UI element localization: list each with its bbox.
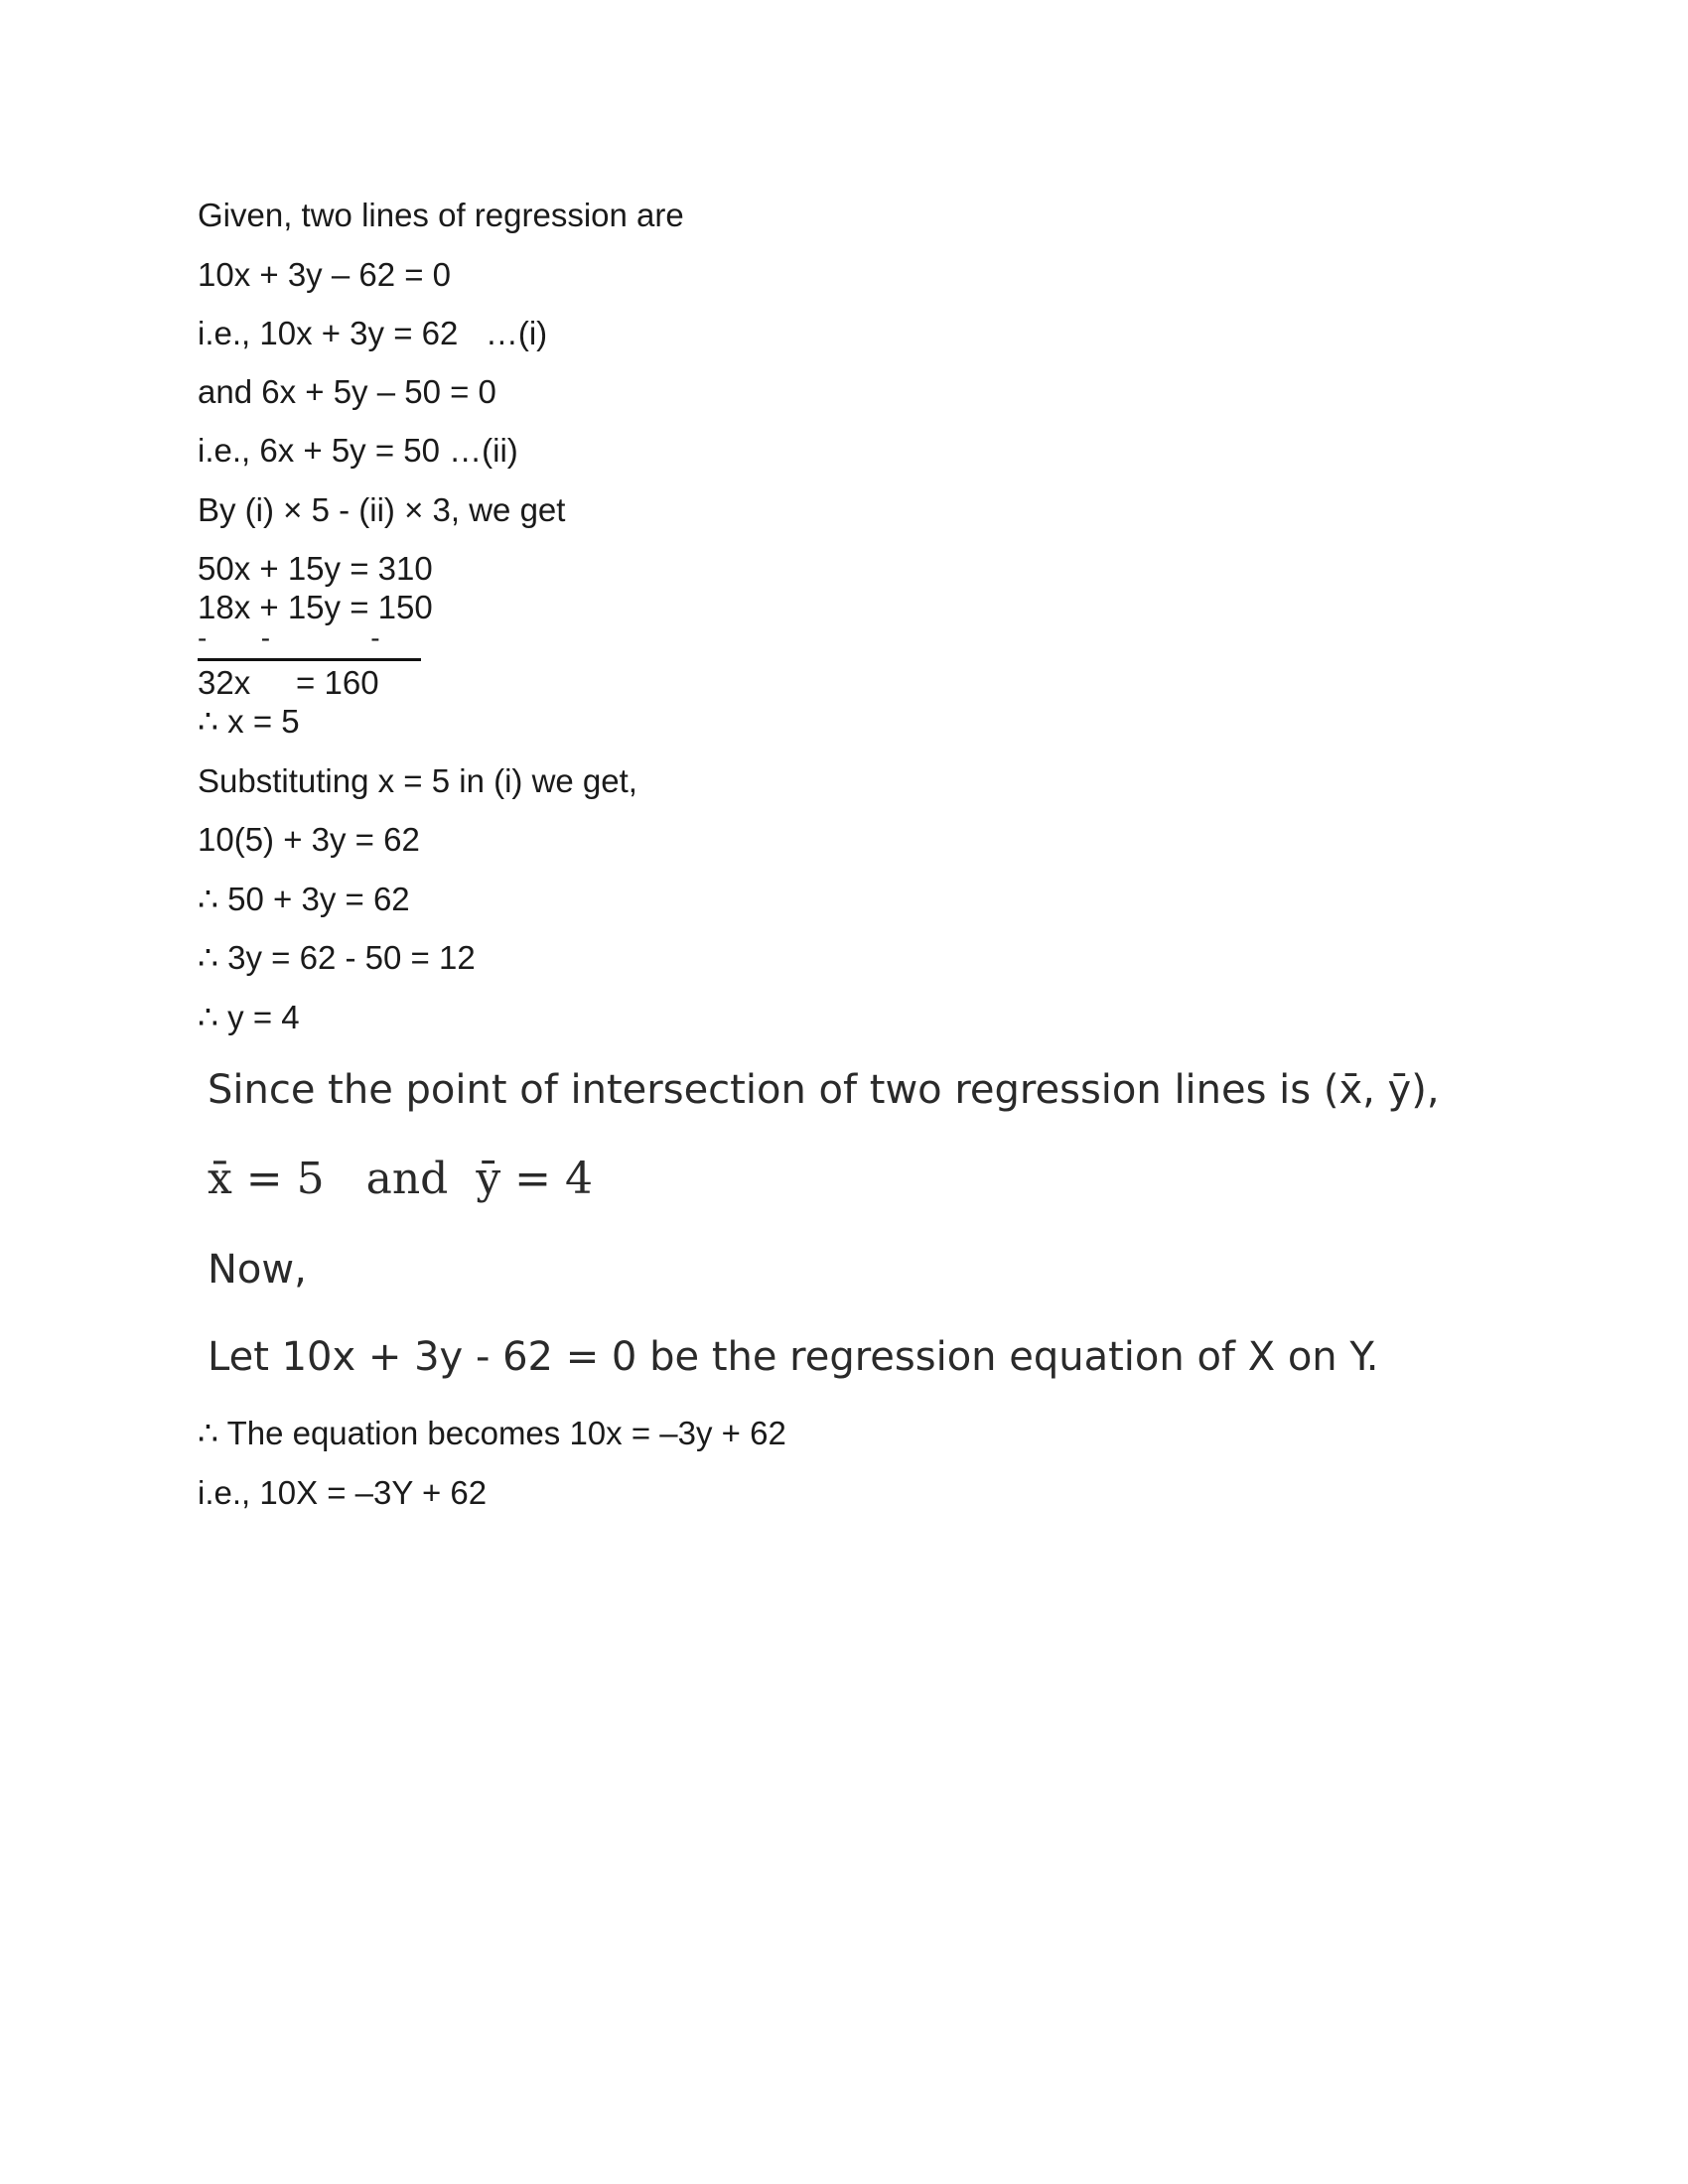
equation-line: 10(5) + 3y = 62 xyxy=(198,821,420,858)
equation-line: 50x + 15y = 310 xyxy=(198,550,433,587)
equation-line: i.e., 10X = –3Y + 62 xyxy=(198,1474,488,1511)
step-text: By (i) × 5 - (ii) × 3, we get xyxy=(198,491,566,528)
equation-line: 10x + 3y – 62 = 0 xyxy=(198,256,452,293)
subtraction-rule xyxy=(198,658,421,661)
mean-values: x̄ = 5 and ȳ = 4 xyxy=(208,1154,594,1204)
equation-line: ∴ 50 + 3y = 62 xyxy=(198,881,410,917)
regression-statement: Let 10x + 3y - 62 = 0 be the regression equation of X on Y. xyxy=(208,1334,1379,1380)
intersection-statement: Since the point of intersection of two regression lines is (x̄, ȳ), xyxy=(208,1067,1440,1113)
equation-line: 18x + 15y = 150 xyxy=(198,589,433,625)
equation-line: i.e., 6x + 5y = 50 …(ii) xyxy=(198,432,518,469)
equation-line: ∴ 3y = 62 - 50 = 12 xyxy=(198,939,476,976)
step-text: Substituting x = 5 in (i) we get, xyxy=(198,762,637,799)
result-line: ∴ y = 4 xyxy=(198,999,300,1035)
equation-line: ∴ The equation becomes 10x = –3y + 62 xyxy=(198,1415,786,1451)
equation-line: i.e., 10x + 3y = 62 …(i) xyxy=(198,315,548,351)
subtraction-signs: - - - xyxy=(198,622,380,653)
equation-line: and 6x + 5y – 50 = 0 xyxy=(198,373,496,410)
result-line: ∴ x = 5 xyxy=(198,703,300,740)
equation-line: 32x = 160 xyxy=(198,664,379,701)
intro-text: Given, two lines of regression are xyxy=(198,197,684,233)
now-text: Now, xyxy=(208,1247,307,1293)
